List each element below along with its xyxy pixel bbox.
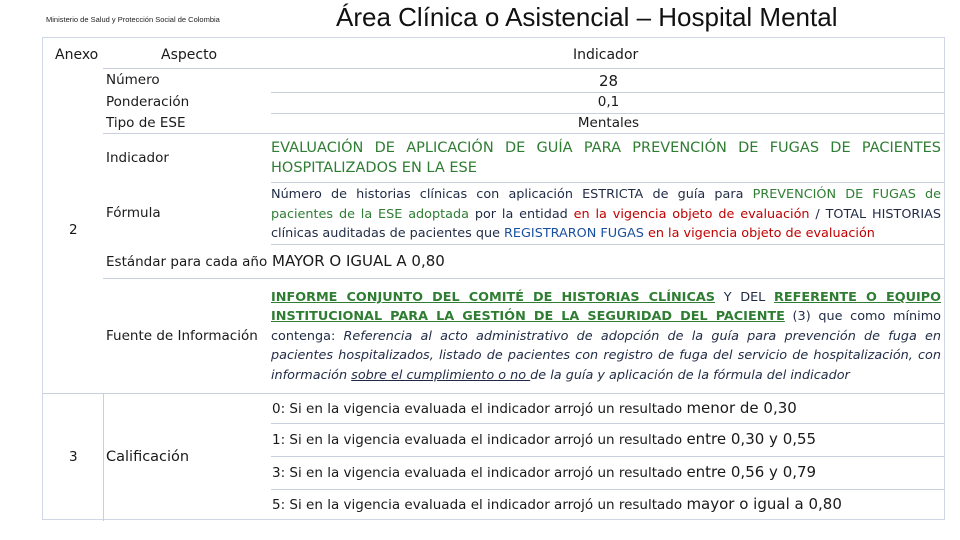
ponderacion-label: Ponderación [106,94,190,110]
ministry-label: Ministerio de Salud y Protección Social de Colombia [46,15,220,24]
column-header-anexo: Anexo [55,47,99,63]
ponderacion-value: 0,1 [597,94,620,110]
fuente-part: Referencia al acto administrativo de adopción de la guía para prevención de fuga en pacientes hospitalizados, listado de pacientes con registro de fuga del servicio de hospitalización, con información [271,328,941,383]
fuente-text [271,288,941,385]
divider [271,489,944,490]
score-row-3 [272,463,816,483]
score-range: mayor o igual a 0,80 [686,495,842,513]
divider [103,68,944,69]
formula-label: Fórmula [106,205,161,221]
divider [103,133,944,134]
formula-part: REGISTRARON FUGAS [504,226,644,241]
fuente-part: (3) que como mínimo contenga: [271,309,941,344]
fuente-part: INFORME CONJUNTO DEL COMITÉ DE HISTORIAS CLÍNICAS [271,290,715,305]
divider [103,393,104,521]
score-text: Si en la vigencia evaluada el indicador arrojó un resultado [285,432,687,448]
formula-part: / TOTAL HISTORIAS clínicas auditadas de pacientes que [271,206,941,241]
score-range: menor de 0,30 [686,399,797,417]
divider [103,278,944,279]
fuente-part: de la guía y aplicación de la fórmula del indicador [530,367,850,383]
score-row-0 [272,399,797,419]
tipo-ese-label: Tipo de ESE [106,115,186,131]
score-key: 1: [272,432,286,448]
estandar-label: Estándar para cada año [106,254,268,270]
score-row-1 [272,430,816,450]
formula-part: en la vigencia objeto de evaluación [647,226,875,241]
page-title: Área Clínica o Asistencial – Hospital Mental [336,2,838,32]
indicator-table [42,37,945,520]
indicador-value: EVALUACIÓN DE APLICACIÓN DE GUÍA PARA PREVENCIÓN DE FUGAS DE PACIENTES HOSPITALIZADOS EN LA ESE [271,140,941,176]
column-header-indicador: Indicador [573,47,639,63]
score-key: 0: [272,401,286,417]
fuente-label: Fuente de Información [106,328,258,344]
score-key: 5: [272,497,286,513]
numero-label: Número [106,72,160,88]
numero-value: 28 [598,72,619,90]
column-header-aspecto: Aspecto [161,47,218,63]
fuente-part: Y DEL [714,290,775,305]
score-row-5 [272,495,842,515]
score-text: Si en la vigencia evaluada el indicador arrojó un resultado [285,497,687,513]
divider [271,182,944,183]
score-range: entre 0,30 y 0,55 [686,430,817,448]
indicador-label: Indicador [106,150,169,166]
formula-part: Número de historias clínicas con aplicación ESTRICTA de guía para [271,187,753,202]
estandar-value: MAYOR O IGUAL A 0,80 [272,252,445,270]
fuente-part: REFERENTE O EQUIPO INSTITUCIONAL PARA LA GESTIÓN DE LA SEGURIDAD DEL PACIENTE [271,290,941,325]
score-text: Si en la vigencia evaluada el indicador arrojó un resultado [285,401,687,417]
score-range: entre 0,56 y 0,79 [686,463,817,481]
formula-text [271,185,941,244]
anexo-number-3: 3 [69,449,78,465]
formula-part: PREVENCIÓN DE FUGAS de pacientes de la ESE adoptada [271,187,941,222]
tipo-ese-value: Mentales [577,115,640,131]
formula-part: en la vigencia objeto de evaluación [573,206,810,222]
anexo-number-2: 2 [69,222,78,238]
divider [271,456,944,457]
section-divider [43,393,944,394]
calificacion-label: Calificación [106,449,190,465]
fuente-part: sobre el cumplimiento o no [351,367,531,383]
divider [271,423,944,424]
formula-part: por la entidad [468,206,574,222]
score-text: Si en la vigencia evaluada el indicador arrojó un resultado [285,465,687,481]
divider [271,244,944,245]
score-key: 3: [272,465,286,481]
